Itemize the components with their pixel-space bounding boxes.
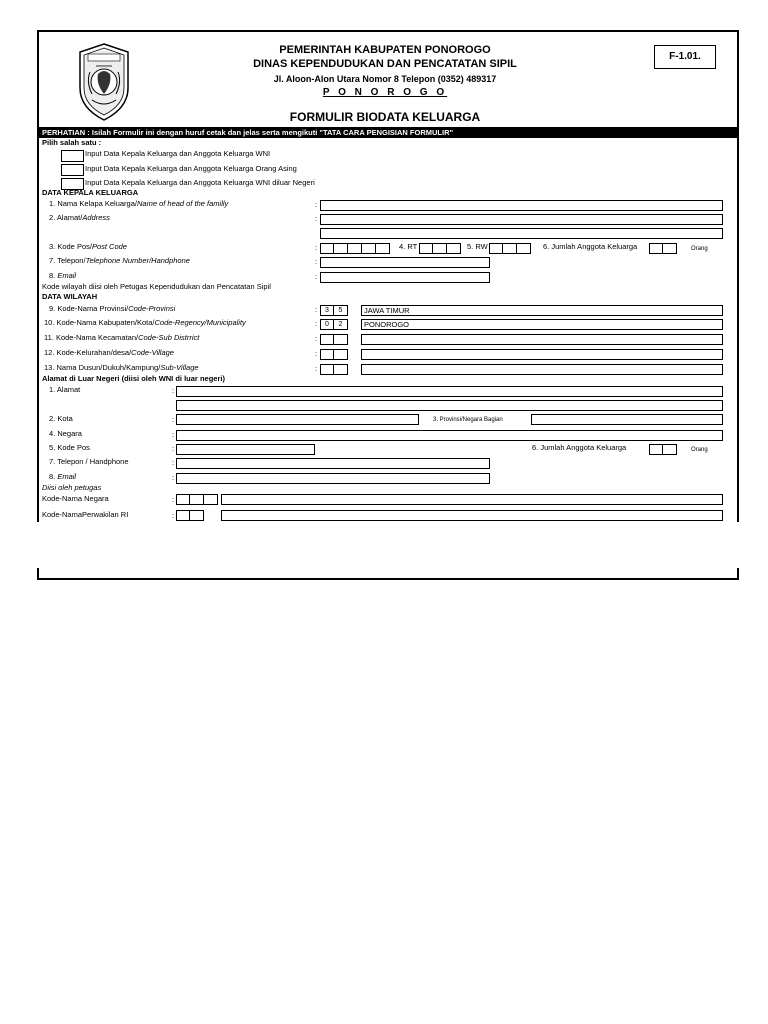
abroad-country-input[interactable]	[176, 430, 723, 441]
option-wni-checkbox[interactable]	[61, 150, 84, 162]
rt-cell[interactable]	[433, 243, 447, 254]
colon: :	[315, 272, 318, 281]
province-label	[49, 304, 175, 314]
sub-village-code-cells[interactable]	[320, 364, 348, 375]
colon: :	[315, 334, 318, 343]
postcode-label-id: 3. Kode Pos/	[49, 242, 92, 251]
country-code-label: Kode-Nama Negara	[42, 494, 109, 503]
postcode-label-en: Post Code	[91, 242, 127, 251]
village-name-input[interactable]	[361, 349, 723, 360]
village-label	[44, 348, 174, 358]
rw-cells[interactable]	[489, 243, 531, 254]
rw-cell[interactable]	[517, 243, 531, 254]
header-city: P O N O R O G O	[322, 87, 448, 98]
postcode-cell[interactable]	[320, 243, 334, 254]
colon: :	[315, 200, 318, 209]
regency-label-id: 10. Kode-Nama Kabupaten/Kota/	[44, 318, 155, 327]
address-label-en: Address	[82, 213, 110, 222]
sub-village-label	[44, 363, 199, 373]
rt-cell[interactable]	[447, 243, 461, 254]
abroad-city-label: 2. Kota	[49, 414, 73, 423]
regency-code-cells[interactable]	[320, 319, 348, 330]
form-border-bottom	[37, 578, 739, 580]
option-wni-abroad-label: Input Data Kepala Keluarga dan Anggota Keluarga WNI diluar Negeri	[85, 178, 315, 187]
colon: :	[172, 473, 175, 482]
form-border-top	[37, 30, 739, 32]
country-code-cell[interactable]	[204, 494, 218, 505]
form-border-bottom-right-tick	[737, 568, 739, 580]
province-label-en: Code-Provinsi	[128, 304, 176, 313]
abroad-address-input-line1[interactable]	[176, 386, 723, 397]
postcode-cell[interactable]	[362, 243, 376, 254]
colon: :	[315, 305, 318, 314]
header-address: Jl. Aloon-Alon Utara Nomor 8 Telepon (0352) 489317	[273, 74, 497, 84]
district-label-id: 11. Kode-Nama Kecamatan/	[44, 333, 139, 342]
abroad-address-label: 1. Alamat	[49, 385, 81, 394]
abroad-country-label: 4. Negara	[49, 429, 82, 438]
colon: :	[172, 386, 175, 395]
district-name-input[interactable]	[361, 334, 723, 345]
option-foreigner-label: Input Data Kepala Keluarga dan Anggota Keluarga Orang Asing	[85, 164, 297, 173]
head-name-label	[49, 199, 228, 209]
email-label-en: Email	[57, 271, 77, 280]
abroad-phone-label: 7. Telepon / Handphone	[49, 457, 129, 466]
colon: :	[172, 458, 175, 467]
postcode-cells[interactable]	[320, 243, 390, 254]
country-name-input[interactable]	[221, 494, 723, 505]
province-code-cell[interactable]: 3	[320, 305, 334, 316]
postcode-label	[49, 242, 127, 252]
district-label	[44, 333, 199, 343]
rw-label: 5. RW	[467, 242, 488, 251]
country-code-cell[interactable]	[176, 494, 190, 505]
region-code-note: Kode wilayah diisi oleh Petugas Kependudukan dan Pencatatan Sipil	[42, 282, 271, 291]
country-code-cells[interactable]	[176, 494, 218, 505]
rw-cell[interactable]	[503, 243, 517, 254]
representative-name-input[interactable]	[221, 510, 723, 521]
abroad-state-input[interactable]	[531, 414, 723, 425]
abroad-family-count-cell[interactable]	[663, 444, 677, 455]
rt-label: 4. RT	[399, 242, 418, 251]
colon: :	[315, 257, 318, 266]
abroad-address-input-line2[interactable]	[176, 400, 723, 411]
regency-name-input[interactable]: PONOROGO	[361, 319, 723, 330]
abroad-family-count-cells[interactable]	[649, 444, 677, 455]
abroad-phone-input[interactable]	[176, 458, 490, 469]
section-abroad-address: Alamat di Luar Negeri (diisi oleh WNI di luar negeri)	[42, 374, 225, 383]
notice-banner: PERHATIAN : Isilah Formulir ini dengan huruf cetak dan jelas serta mengikuti "TATA CARA PENGISIAN FORMULIR"	[39, 127, 737, 138]
phone-label	[49, 256, 190, 266]
representative-code-cells[interactable]	[176, 510, 204, 521]
phone-input[interactable]	[320, 257, 490, 268]
email-input[interactable]	[320, 272, 490, 283]
choose-one-label: Pilih salah satu :	[42, 138, 102, 147]
sub-village-label-id: 13. Nama Dusun/Dukuh/Kampung/	[44, 363, 161, 372]
ponorogo-coat-of-arms-logo	[76, 42, 132, 122]
email-label-num: 8.	[49, 271, 58, 280]
province-name-input[interactable]: JAWA TIMUR	[361, 305, 723, 316]
colon: :	[315, 349, 318, 358]
head-name-label-id: 1. Nama Kelapa Keluarga/	[49, 199, 137, 208]
family-count-cell[interactable]	[663, 243, 677, 254]
abroad-city-input[interactable]	[176, 414, 419, 425]
village-code-cells[interactable]	[320, 349, 348, 360]
form-border-bottom-left-tick	[37, 568, 39, 580]
regency-code-cell[interactable]: 0	[320, 319, 334, 330]
country-code-cell[interactable]	[190, 494, 204, 505]
family-count-cells[interactable]	[649, 243, 677, 254]
phone-label-id: 7. Telepon/	[49, 256, 86, 265]
province-code-cell[interactable]: 5	[334, 305, 348, 316]
village-label-id: 12. Kode-Kelurahan/desa/	[44, 348, 132, 357]
sub-village-label-en: Sub-Village	[160, 363, 199, 372]
header-department: DINAS KEPENDUDUKAN DAN PENCATATAN SIPIL	[253, 58, 517, 70]
persons-unit-label: Orang	[691, 246, 708, 252]
head-name-input[interactable]	[320, 200, 723, 211]
abroad-postcode-input[interactable]	[176, 444, 315, 455]
colon: :	[172, 511, 175, 520]
address-label-id: 2. Alamat/	[49, 213, 83, 222]
colon: :	[172, 495, 175, 504]
address-input-line1[interactable]	[320, 214, 723, 225]
option-wni-label: Input Data Kepala Keluarga dan Anggota Keluarga WNI	[85, 149, 271, 158]
abroad-email-input[interactable]	[176, 473, 490, 484]
address-input-line2[interactable]	[320, 228, 723, 239]
section-head-of-family: DATA KEPALA KELUARGA	[42, 188, 139, 197]
representative-code-cell[interactable]	[190, 510, 204, 521]
address-label	[49, 213, 110, 223]
colon: :	[172, 415, 175, 424]
abroad-email-label	[49, 472, 76, 482]
section-region: DATA WILAYAH	[42, 292, 98, 301]
sub-village-code-cell[interactable]	[334, 364, 348, 375]
option-foreigner-checkbox[interactable]	[61, 164, 84, 176]
rt-cell[interactable]	[419, 243, 433, 254]
representative-code-label: Kode-NamaPerwakilan RI	[42, 510, 129, 519]
abroad-family-count-label: 6. Jumlah Anggota Keluarga	[532, 443, 627, 452]
officer-fill-note: Diisi oleh petugas	[42, 483, 102, 492]
phone-label-en: Telephone Number/Handphone	[85, 256, 190, 265]
rw-cell[interactable]	[489, 243, 503, 254]
district-code-cell[interactable]	[334, 334, 348, 345]
village-code-cell[interactable]	[320, 349, 334, 360]
representative-code-cell[interactable]	[176, 510, 190, 521]
form-border-left	[37, 30, 39, 522]
postcode-cell[interactable]	[334, 243, 348, 254]
colon: :	[315, 243, 318, 252]
family-count-label: 6. Jumlah Anggota Keluarga	[543, 242, 638, 251]
province-label-id: 9. Kode-Nama Provinsi/	[49, 304, 129, 313]
rt-cells[interactable]	[419, 243, 461, 254]
form-title: FORMULIR BIODATA KELUARGA	[289, 110, 481, 124]
sub-village-name-input[interactable]	[361, 364, 723, 375]
district-code-cell[interactable]	[320, 334, 334, 345]
regency-code-cell[interactable]: 2	[334, 319, 348, 330]
header-government: PEMERINTAH KABUPATEN PONOROGO	[279, 44, 491, 56]
colon: :	[315, 214, 318, 223]
abroad-email-label-num: 8.	[49, 472, 58, 481]
sub-village-code-cell[interactable]	[320, 364, 334, 375]
province-code-cells[interactable]	[320, 305, 348, 316]
abroad-state-label: 3. Provinsi/Negara Bagian	[433, 417, 503, 423]
abroad-persons-unit-label: Orang	[691, 447, 708, 453]
colon: :	[172, 430, 175, 439]
district-label-en: Code-Sub Distrrict	[138, 333, 200, 342]
head-name-label-en: Name of head of the familly	[136, 199, 229, 208]
village-label-en: Code-Village	[131, 348, 174, 357]
district-code-cells[interactable]	[320, 334, 348, 345]
village-code-cell[interactable]	[334, 349, 348, 360]
regency-label	[44, 318, 246, 328]
abroad-postcode-label: 5. Kode Pos	[49, 443, 90, 452]
form-border-right	[737, 30, 739, 522]
colon: :	[315, 364, 318, 373]
form-code-box: F-1.01.	[654, 45, 716, 69]
abroad-family-count-cell[interactable]	[649, 444, 663, 455]
family-count-cell[interactable]	[649, 243, 663, 254]
abroad-email-label-en: Email	[57, 472, 77, 481]
colon: :	[315, 319, 318, 328]
email-label	[49, 271, 76, 281]
postcode-cell[interactable]	[348, 243, 362, 254]
colon: :	[172, 444, 175, 453]
regency-label-en: Code-Regency/Municipality	[154, 318, 246, 327]
postcode-cell[interactable]	[376, 243, 390, 254]
